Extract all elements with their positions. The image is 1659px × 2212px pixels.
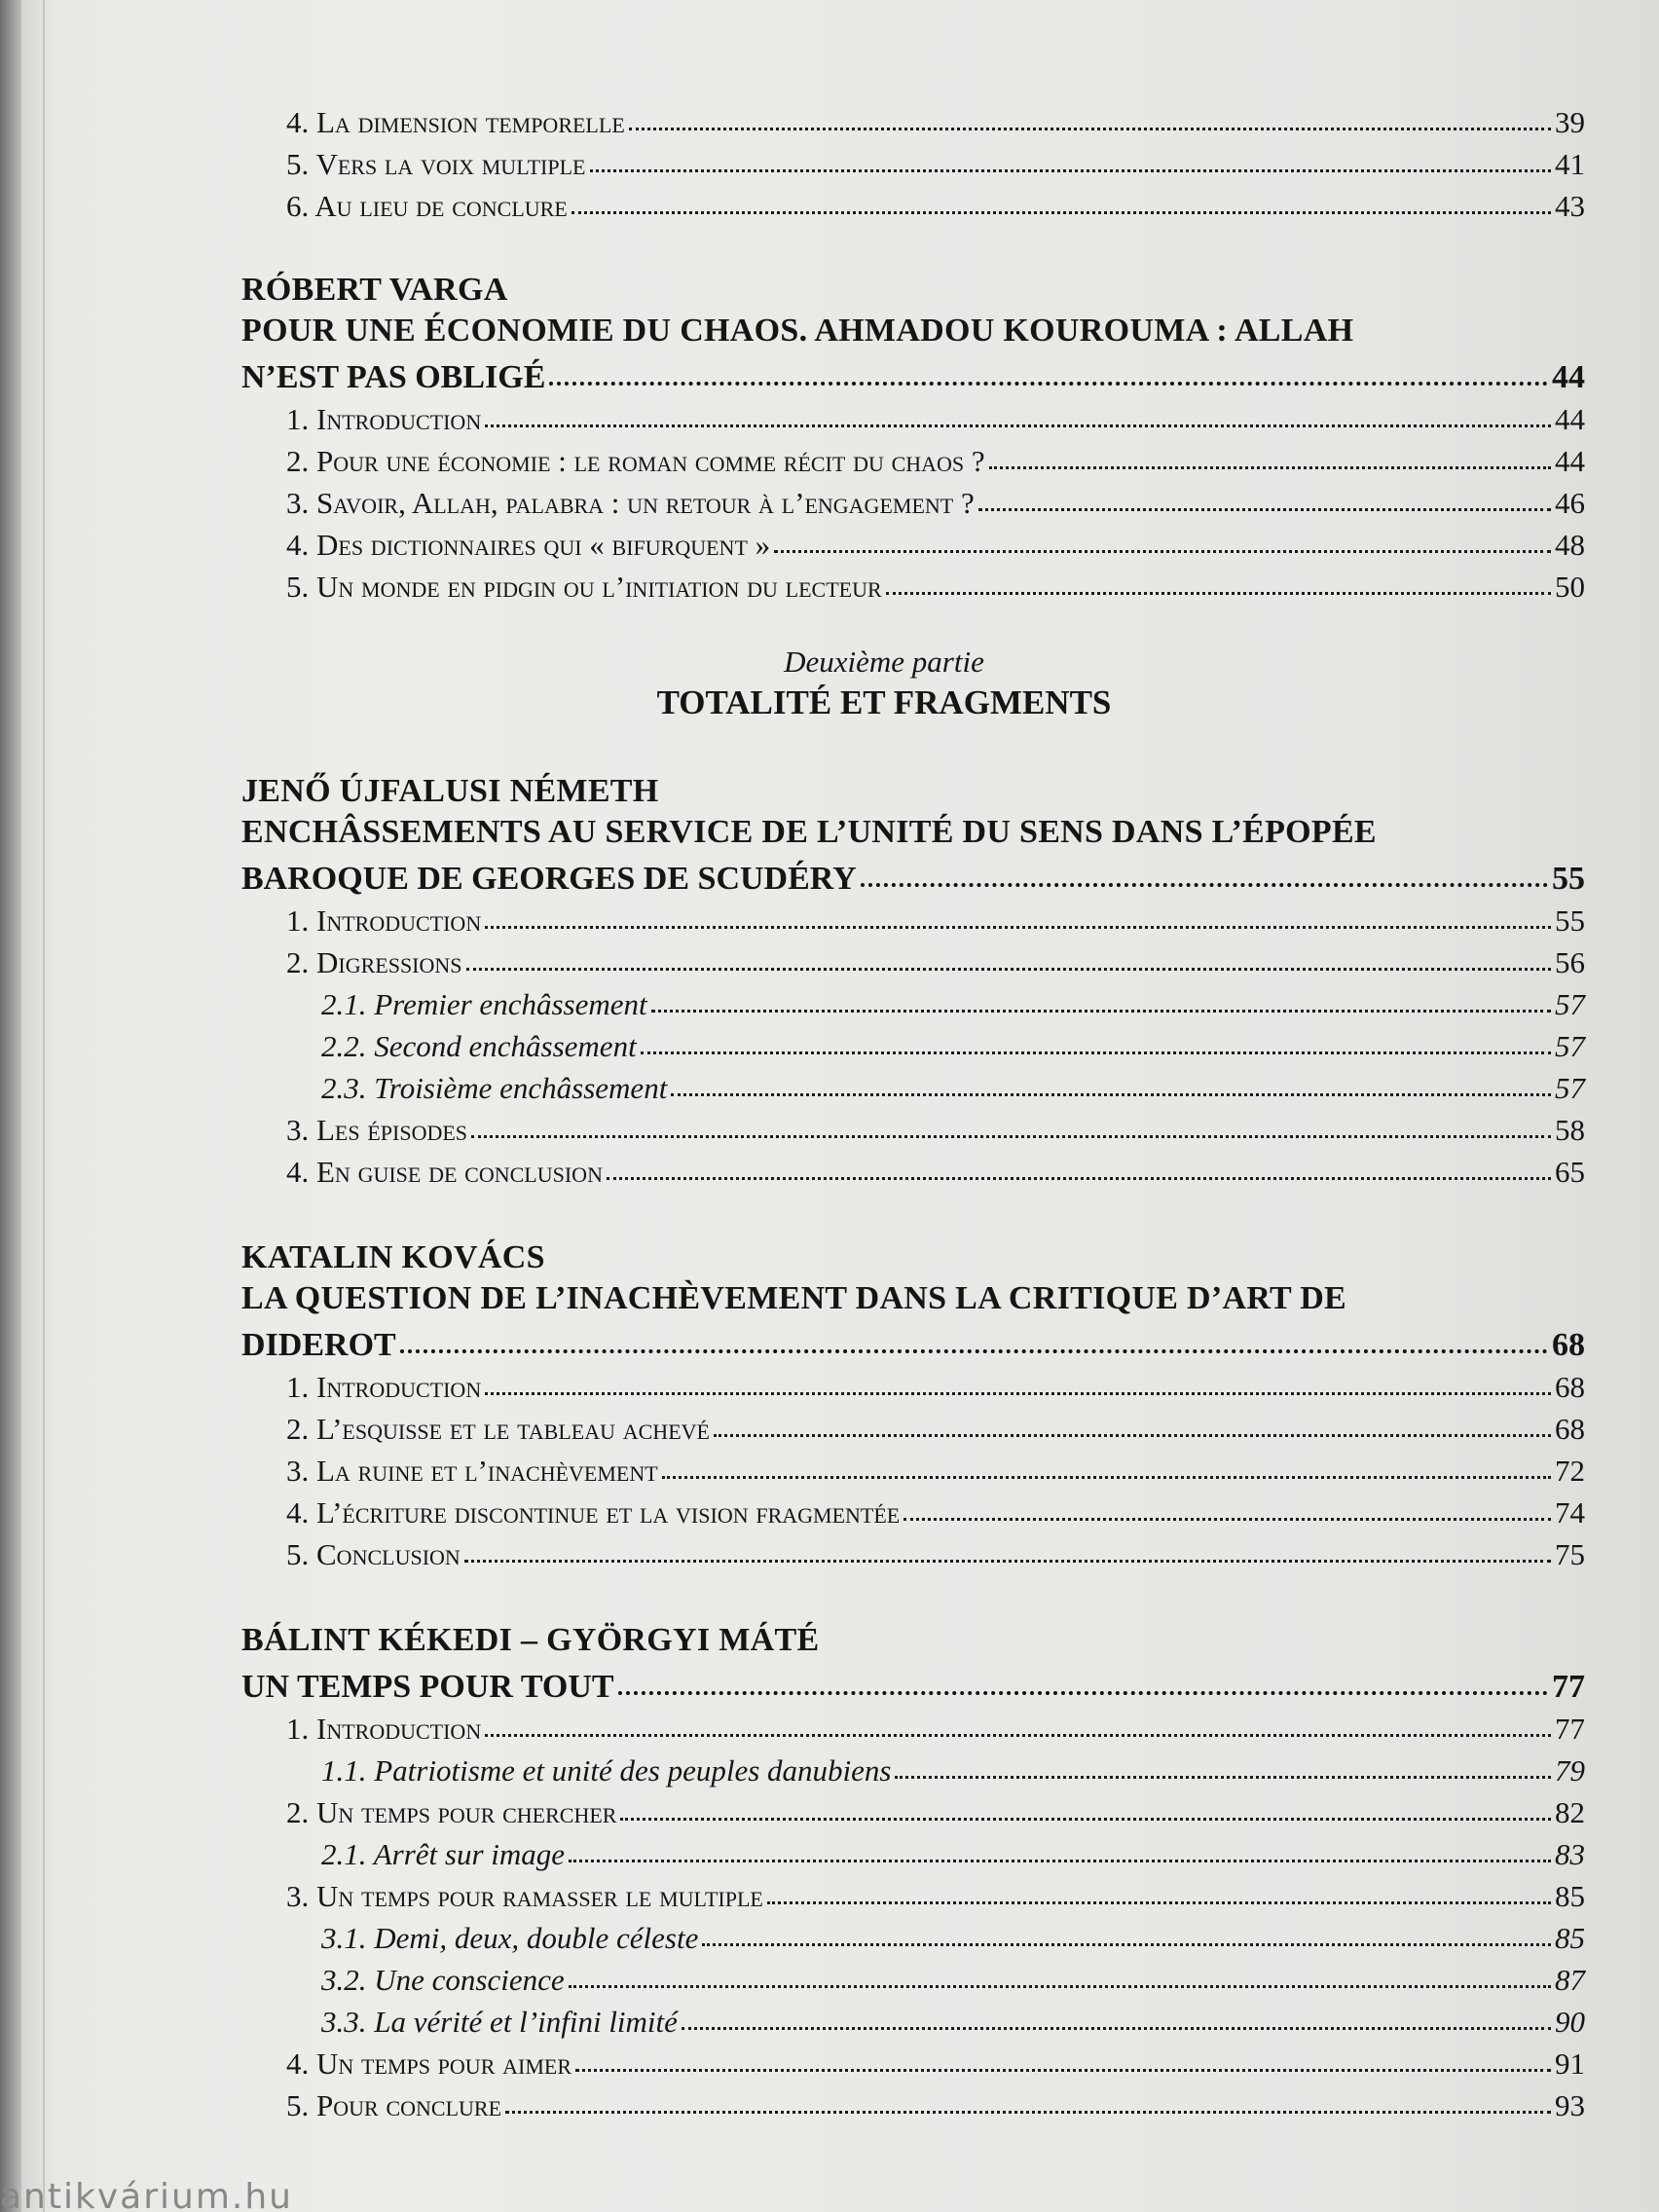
dot-leader <box>505 2111 1551 2114</box>
toc-entry <box>241 476 1585 518</box>
toc-entry-title: 1. Introduction <box>286 903 482 938</box>
page-edge-line <box>43 0 45 2212</box>
toc-entry-title: 4. Des dictionnaires qui « bifurquent » <box>286 528 771 562</box>
toc-entry <box>241 1360 1585 1402</box>
dot-leader <box>682 2027 1551 2030</box>
dot-leader <box>400 1349 1548 1353</box>
toc-entry-title: 5. Un monde en pidgin ou l’initiation du lecteur <box>286 570 882 604</box>
dot-leader <box>569 1985 1551 1988</box>
watermark: antikvárium.hu <box>0 2177 293 2212</box>
toc-entry <box>241 936 1585 977</box>
toc-entry-title: 4. L’écriture discontinue et la vision fragmentée <box>286 1495 901 1530</box>
toc-entry <box>241 137 1585 179</box>
dot-leader <box>620 1818 1551 1821</box>
toc-entry-page: 90 <box>1555 2005 1585 2039</box>
dot-leader <box>466 968 1551 971</box>
dot-leader <box>569 1860 1551 1862</box>
toc-entry-title: 2.2. Second enchâssement <box>321 1029 637 1063</box>
toc-entry <box>241 977 1585 1019</box>
dot-leader <box>662 1476 1551 1479</box>
toc-entry <box>241 1953 1585 1995</box>
article-title-last: BAROQUE DE GEORGES DE SCUDÉRY <box>241 861 857 897</box>
part-title: TOTALITÉ ET FRAGMENTS <box>656 683 1112 721</box>
article-title-last: DIDEROT <box>241 1327 396 1363</box>
dot-leader <box>978 508 1551 511</box>
toc-entry <box>241 95 1585 137</box>
toc-entry <box>241 1911 1585 1953</box>
toc-entry-title: 4. La dimension temporelle <box>286 105 625 139</box>
toc-entry <box>241 1103 1585 1145</box>
toc-entry-title: 1. Introduction <box>286 1370 482 1404</box>
part-label: Deuxième partie <box>784 645 984 679</box>
article-author: RÓBERT VARGA <box>241 272 508 308</box>
toc-entry-title: 5. Vers la voix multiple <box>286 147 586 181</box>
toc-entry-page: 93 <box>1555 2088 1585 2122</box>
toc-entry-title: 1. Introduction <box>286 1712 482 1746</box>
toc-entry-page: 72 <box>1555 1454 1585 1488</box>
dot-leader <box>549 382 1548 386</box>
toc-entry-title: 2. Un temps pour chercher <box>286 1795 617 1829</box>
toc-entry-title: 2. Digressions <box>286 945 462 979</box>
toc-entry-page: 48 <box>1555 528 1585 562</box>
part-one-articles <box>241 270 1585 602</box>
article-page: 77 <box>1552 1669 1585 1705</box>
dot-leader <box>629 128 1551 130</box>
toc-entry-title: 2.3. Troisième enchâssement <box>321 1071 668 1105</box>
toc-entry <box>241 1528 1585 1569</box>
dot-leader <box>774 550 1551 553</box>
toc-entry-page: 58 <box>1555 1113 1585 1147</box>
toc-entry-page: 85 <box>1555 1879 1585 1913</box>
dot-leader <box>895 1776 1551 1779</box>
toc-entry <box>241 1869 1585 1911</box>
article-title-entry <box>241 1661 1585 1705</box>
toc-entry-page: 83 <box>1555 1837 1585 1871</box>
article-block <box>241 1237 1585 1569</box>
toc-entry-title: 3. Savoir, Allah, palabra : un retour à l’engagement ? <box>286 486 975 520</box>
toc-entry-title: 1.1. Patriotisme et unité des peuples danubiens <box>321 1753 892 1788</box>
article-title-line: POUR UNE ÉCONOMIE DU CHAOS. AHMADOU KOUROUMA : ALLAH <box>241 313 1354 349</box>
article-block <box>241 1620 1585 2120</box>
toc-entry-page: 75 <box>1555 1537 1585 1571</box>
toc-continued-entries <box>241 95 1585 221</box>
article-author: KATALIN KOVÁCS <box>241 1239 545 1275</box>
dot-leader <box>571 211 1551 214</box>
toc-entry <box>241 2079 1585 2120</box>
toc-entry-page: 44 <box>1555 444 1585 478</box>
toc-entry-page: 79 <box>1555 1753 1585 1788</box>
article-title-entry <box>241 351 1585 395</box>
toc-entry-title: 2.1. Arrêt sur image <box>321 1837 566 1871</box>
toc-entry <box>241 392 1585 434</box>
toc-entry-title: 2. Pour une économie : le roman comme récit du chaos ? <box>286 444 985 478</box>
toc-entry-title: 3.2. Une conscience <box>321 1963 565 1997</box>
article-page: 68 <box>1552 1327 1585 1363</box>
dot-leader <box>767 1901 1551 1904</box>
toc-entry <box>241 1402 1585 1444</box>
toc-entry-page: 87 <box>1555 1963 1585 1997</box>
dot-leader <box>886 592 1551 595</box>
toc-entry <box>241 179 1585 221</box>
toc-entry <box>241 1786 1585 1827</box>
part-two-articles <box>241 771 1585 2120</box>
dot-leader <box>989 466 1551 469</box>
toc-entry-page: 82 <box>1555 1795 1585 1829</box>
toc-entry <box>241 518 1585 560</box>
toc-entry-page: 77 <box>1555 1712 1585 1746</box>
toc-entry-title: 3.3. La vérité et l’infini limité <box>321 2005 678 2039</box>
toc-entry-title: 3. La ruine et l’inachèvement <box>286 1454 658 1488</box>
dot-leader <box>903 1518 1551 1521</box>
dot-leader <box>464 1560 1551 1563</box>
dot-leader <box>485 926 1551 929</box>
toc-entry-page: 56 <box>1555 945 1585 979</box>
dot-leader <box>861 883 1548 887</box>
dot-leader <box>714 1434 1551 1437</box>
toc-entry <box>241 434 1585 476</box>
toc-entry-title: 3. Un temps pour ramasser le multiple <box>286 1879 763 1913</box>
article-author: BÁLINT KÉKEDI – GYÖRGYI MÁTÉ <box>241 1622 820 1658</box>
toc-entry-title: 1. Introduction <box>286 402 482 436</box>
toc-entry-page: 68 <box>1555 1370 1585 1404</box>
toc-entry-page: 43 <box>1555 189 1585 223</box>
toc-entry <box>241 1744 1585 1786</box>
toc-entry-title: 2. L’esquisse et le tableau achevé <box>286 1412 710 1446</box>
article-title-entry <box>241 853 1585 897</box>
dot-leader <box>607 1177 1551 1180</box>
toc-entry-title: 5. Pour conclure <box>286 2088 502 2122</box>
dot-leader <box>702 1943 1551 1946</box>
toc-entry <box>241 894 1585 936</box>
toc-entry-page: 50 <box>1555 570 1585 604</box>
toc-entry <box>241 1827 1585 1869</box>
toc-entry-title: 4. En guise de conclusion <box>286 1155 603 1189</box>
dot-leader <box>671 1093 1551 1096</box>
article-title-last: UN TEMPS POUR TOUT <box>241 1669 614 1705</box>
toc-entry-page: 57 <box>1555 1071 1585 1105</box>
toc-entry <box>241 1145 1585 1187</box>
dot-leader <box>618 1691 1548 1695</box>
dot-leader <box>485 1392 1551 1395</box>
article-title-line: LA QUESTION DE L’INACHÈVEMENT DANS LA CRITIQUE D’ART DE <box>241 1280 1347 1316</box>
dot-leader <box>590 169 1552 172</box>
toc-entry-page: 65 <box>1555 1155 1585 1189</box>
toc-entry <box>241 2037 1585 2079</box>
toc-entry-page: 85 <box>1555 1921 1585 1955</box>
article-page: 55 <box>1552 861 1585 897</box>
toc-entry-page: 39 <box>1555 105 1585 139</box>
toc-entry <box>241 1019 1585 1061</box>
toc-entry-title: 5. Conclusion <box>286 1537 461 1571</box>
toc-entry-page: 55 <box>1555 903 1585 938</box>
article-block <box>241 270 1585 602</box>
article-author: JENŐ ÚJFALUSI NÉMETH <box>241 773 659 809</box>
toc-entry <box>241 560 1585 602</box>
toc-entry-page: 57 <box>1555 1029 1585 1063</box>
part-heading <box>241 643 1527 724</box>
page-edge <box>0 0 21 2212</box>
article-title-entry <box>241 1319 1585 1363</box>
toc-entry-page: 57 <box>1555 987 1585 1021</box>
toc-entry-title: 4. Un temps pour aimer <box>286 2046 572 2081</box>
toc-entry <box>241 1702 1585 1744</box>
dot-leader <box>575 2069 1551 2072</box>
toc-entry-page: 68 <box>1555 1412 1585 1446</box>
toc-entry-title: 3. Les épisodes <box>286 1113 468 1147</box>
article-title-last: N’EST PAS OBLIGÉ <box>241 359 546 395</box>
toc-entry <box>241 1486 1585 1528</box>
toc-entry-page: 91 <box>1555 2046 1585 2081</box>
toc-entry-page: 74 <box>1555 1495 1585 1530</box>
toc-entry-page: 41 <box>1555 147 1585 181</box>
dot-leader <box>471 1135 1551 1138</box>
table-of-contents <box>241 95 1585 2120</box>
dot-leader <box>485 1734 1551 1737</box>
dot-leader <box>641 1051 1551 1054</box>
article-block <box>241 771 1585 1187</box>
article-page: 44 <box>1552 359 1585 395</box>
dot-leader <box>651 1010 1551 1013</box>
toc-entry-page: 46 <box>1555 486 1585 520</box>
toc-entry-title: 6. Au lieu de conclure <box>286 189 568 223</box>
toc-entry-title: 3.1. Demi, deux, double céleste <box>321 1921 699 1955</box>
toc-entry <box>241 1061 1585 1103</box>
article-title-line: ENCHÂSSEMENTS AU SERVICE DE L’UNITÉ DU SENS DANS L’ÉPOPÉE <box>241 814 1377 850</box>
toc-entry <box>241 1444 1585 1486</box>
toc-entry <box>241 1995 1585 2037</box>
dot-leader <box>485 424 1551 427</box>
toc-entry-page: 44 <box>1555 402 1585 436</box>
toc-entry-title: 2.1. Premier enchâssement <box>321 987 647 1021</box>
